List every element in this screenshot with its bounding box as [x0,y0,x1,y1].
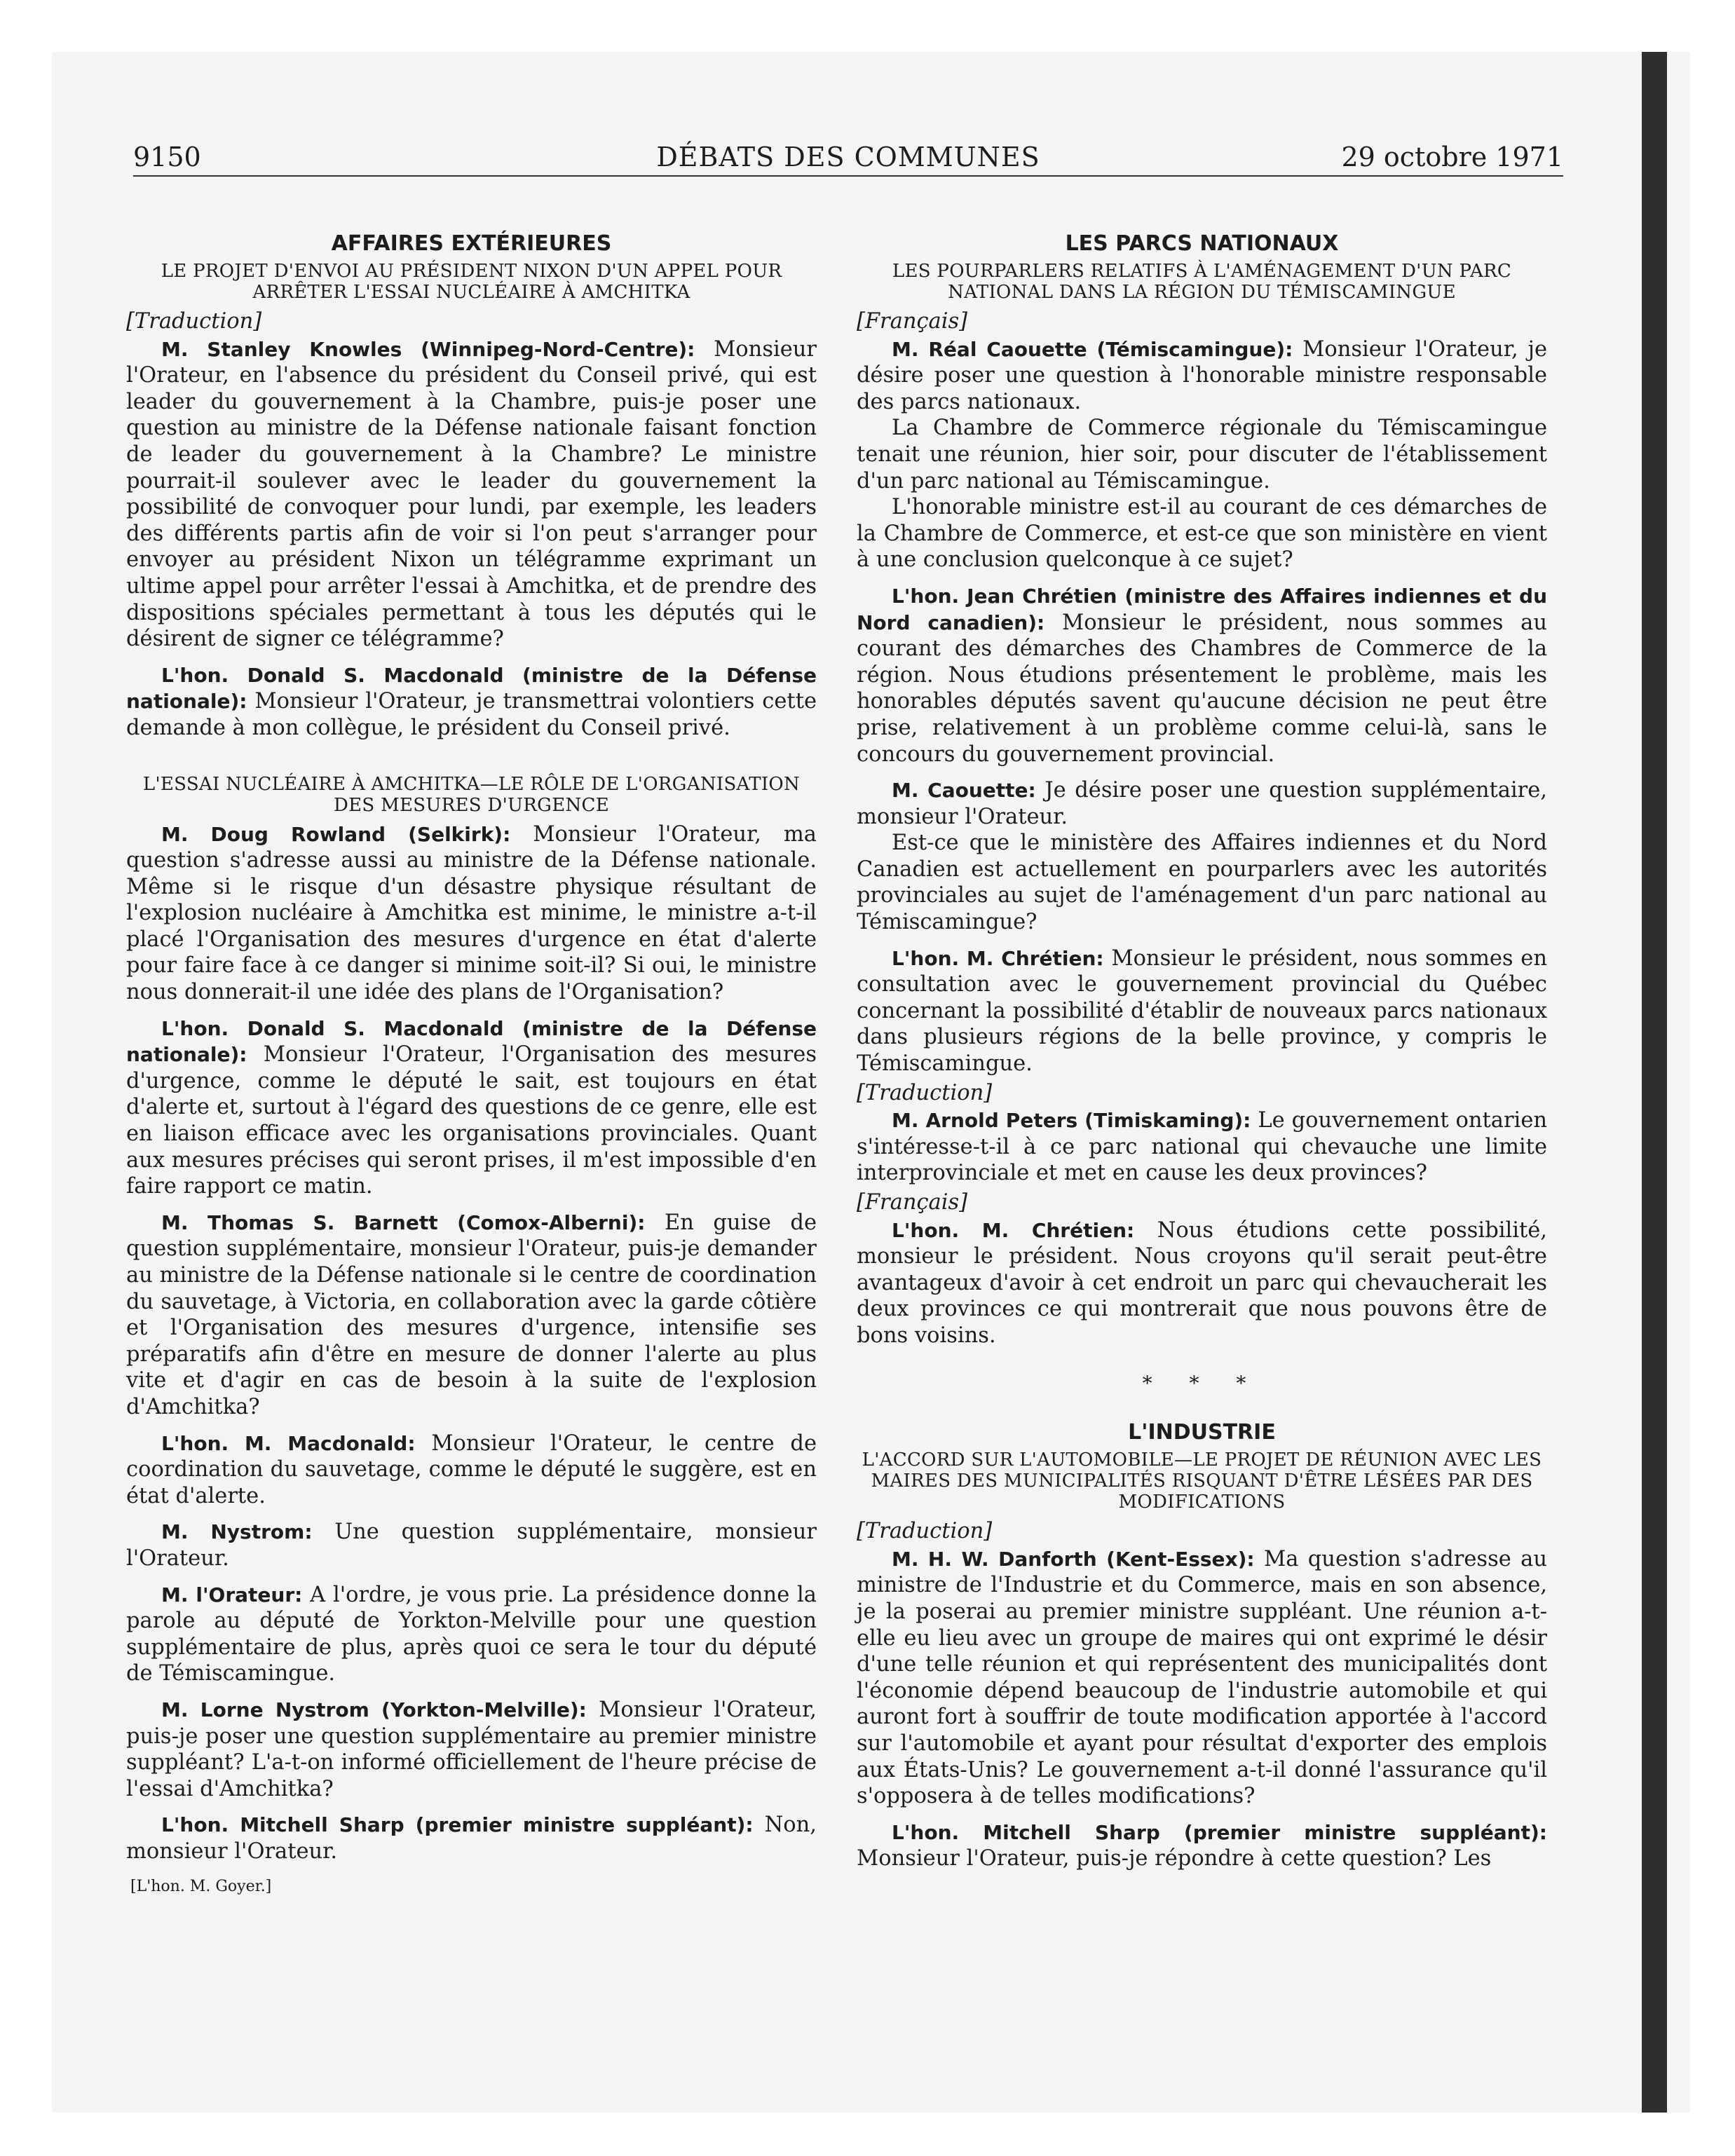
speaker-name: M. Stanley Knowles (Winnipeg-Nord-Centre): [161,337,695,361]
speaker-name: M. H. W. Danforth (Kent-Essex): [892,1547,1255,1571]
speech-text: Monsieur l'Orateur, je transmettrai volontiers cette demande à mon collègue, le président du Conseil privé. [126,689,817,740]
speech-paragraph [857,583,1547,767]
speech-paragraph [126,821,817,1006]
speaker-name: M. Thomas S. Barnett (Comox-Alberni): [161,1210,646,1234]
speech-paragraph [857,1820,1547,1872]
speech-text: Monsieur le président, nous sommes en consultation avec le gouvernement provincial du Québec concernant la possibilité d'établir de nouveaux parcs nationaux dans plusieurs régions de la belle province, y compris le Témiscamingue. [857,946,1547,1077]
section-title: AFFAIRES EXTÉRIEURES [331,231,612,256]
speech-text: Monsieur l'Orateur, l'Organisation des mesures d'urgence, comme le député le sait, est toujours en état d'alerte et, surtout à l'égard des questions de ce genre, elle est en liaison efficace avec les organisations provinciales. Quant aux mesures précises qui seront prises, il m'est impossible d'en faire rapport ce matin. [126,1042,817,1199]
speech-text: Monsieur l'Orateur, le centre de coordination du sauvetage, comme le député le suggère, est en état d'alerte. [126,1431,817,1508]
speech-text: En guise de question supplémentaire, monsieur l'Orateur, puis-je demander au ministre de la Défense nationale si le centre de coordination du sauvetage, à Victoria, en collaboration avec la garde côtière et l'Organisation des mesures d'urgence, intensifie ses préparatifs afin d'être en mesure de donner l'alerte au plus vite et d'agir en cas de besoin à la suite de l'explosion d'Amchitka? [126,1210,817,1419]
language-tag: [Traduction] [126,309,262,334]
speech-paragraph [126,1431,817,1510]
section-spacer [126,742,817,774]
speech-text: A l'ordre, je vous prie. La présidence donne la parole au député de Yorkton-Melville pour une question supplémentaire de plus, après quoi ce sera le tour du député de Témiscamingue. [126,1582,817,1686]
speaker-name: L'hon. Mitchell Sharp (premier ministre suppléant): [892,1820,1547,1844]
speech-paragraph [126,1016,817,1200]
section-title: L'INDUSTRIE [1128,1420,1276,1445]
speech-text: Non, monsieur l'Orateur. [126,1813,817,1864]
speaker-name: L'hon. Mitchell Sharp (premier ministre suppléant): [161,1813,754,1837]
speech-text: Monsieur l'Orateur, puis-je poser une question supplémentaire au premier ministre suppléant? L'a-t-on informé officiellement de l'heure précise de l'essai d'Amchitka? [126,1697,817,1801]
speech-text: Ma question s'adresse au ministre de l'Industrie et du Commerce, mais en son absence, je la poserai au premier ministre suppléant. Une réunion a-t-elle eu lieu avec un groupe de maires qui ont exprimé le désir d'une telle réunion et qui représentent des municipalités dont l'économie dépend beaucoup de l'industrie automobile et qui auront fort à souffrir de toute modification apportée à l'accord sur l'automobile et ayant pour résultat d'exporter des emplois aux États-Unis? Le gouvernement a-t-il donné l'assurance qu'il s'opposera à de telles modifications? [857,1546,1547,1809]
speech-paragraph [126,1519,817,1571]
speech-paragraph [857,946,1547,1077]
section-subtitle: LES POURPARLERS RELATIFS À L'AMÉNAGEMENT D'UN PARC NATIONAL DANS LA RÉGION DU TÉMISCAMINGUE [892,261,1512,303]
speaker-name: L'hon. M. Chrétien: [892,946,1104,970]
speech-text: Monsieur le président, nous sommes au courant des démarches des Chambres de Commerce de la région. Nous étudions présentement le problème, mais les honorables députés savent qu'aucune décision ne peut être prise, relativement à un problème comme celui-là, sans le concours du gouvernement provincial. [857,610,1547,767]
speech-paragraph: L'honorable ministre est-il au courant de ces démarches de la Chambre de Commerce, et est-ce que son ministère en vient à une conclusion quelconque à ce sujet? [857,495,1547,573]
speech-paragraph [857,777,1547,830]
page-title: DÉBATS DES COMMUNES [656,142,1040,172]
language-tag: [Français] [857,1190,968,1215]
right-column [857,231,1547,1872]
speaker-name: M. Réal Caouette (Témiscamingue): [892,337,1293,361]
left-column [126,231,817,1897]
speaker-name: M. l'Orateur: [161,1583,303,1606]
section-subtitle: L'ESSAI NUCLÉAIRE À AMCHITKA—LE RÔLE DE L'ORGANISATION DES MESURES D'URGENCE [142,773,801,816]
binding-edge [1642,52,1667,2113]
speech-text: Nous étudions cette possibilité, monsieur le président. Nous croyons qu'il serait peut-être avantageux d'avoir à cet endroit un parc qui chevaucherait les deux provinces ce qui montrerait que nous pouvons être de bons voisins. [857,1217,1547,1348]
speech-paragraph [857,1546,1547,1810]
section-title: LES PARCS NATIONAUX [1065,231,1339,256]
speaker-name: M. Arnold Peters (Timiskaming): [892,1109,1251,1133]
language-tag: [Traduction] [857,1519,993,1544]
speech-paragraph: La Chambre de Commerce régionale du Témiscamingue tenait une réunion, hier soir, pour discuter de l'établissement d'un parc national au Témiscamingue. [857,416,1547,493]
language-tag: [Français] [857,309,968,334]
speech-paragraph [857,1107,1547,1187]
speech-text: Monsieur l'Orateur, puis-je répondre à cette question? Les [857,1846,1492,1871]
speaker-name: M. Caouette: [892,779,1036,803]
speech-text: Monsieur l'Orateur, je désire poser une question à l'honorable ministre responsable des parcs nationaux. [857,336,1547,414]
speech-paragraph: Est-ce que le ministère des Affaires indiennes et du Nord Canadien est actuellement en pourparlers avec les autorités provinciales au sujet de l'aménagement d'un parc national au Témiscamingue? [857,831,1547,935]
speaker-name: L'hon. Donald S. Macdonald (ministre de la Défense nationale): [126,1016,817,1067]
speaker-name: L'hon. Jean Chrétien (ministre des Affaires indiennes et du Nord canadien): [857,584,1547,634]
speech-text: Monsieur l'Orateur, ma question s'adresse aussi au ministre de la Défense nationale. Même si le risque d'un désastre physique résultant de l'explosion nucléaire à Amchitka est minime, le ministre a-t-il placé l'Organisation des mesures d'urgence en état d'alerte pour faire face à ce danger si minime soit-il? Si oui, le ministre nous donnerait-il une idée des plans de l'Organisation? [126,821,817,1005]
speech-paragraph [857,1217,1547,1349]
section-separator: * * * [1142,1371,1262,1395]
speaker-name: M. Doug Rowland (Selkirk): [161,822,511,846]
section-subtitle: LE PROJET D'ENVOI AU PRÉSIDENT NIXON D'UN APPEL POUR ARRÊTER L'ESSAI NUCLÉAIRE À AMCHITKA [161,261,782,303]
speaker-name: M. Nystrom: [161,1520,313,1544]
speaker-name: L'hon. M. Chrétien: [892,1218,1135,1242]
speech-paragraph [126,336,817,653]
section-subtitle: L'ACCORD SUR L'AUTOMOBILE—LE PROJET DE RÉUNION AVEC LES MAIRES DES MUNICIPALITÉS RISQUANT D'ÊTRE LÉSÉES PAR DES MODIFICATIONS [862,1449,1542,1513]
speech-paragraph [126,1210,817,1421]
footnote: [L'hon. M. Goyer.] [130,1878,272,1896]
page-header [133,140,1563,177]
page-number: 9150 [133,142,201,172]
page-date: 29 octobre 1971 [1341,142,1563,172]
speaker-name: L'hon. Donald S. Macdonald (ministre de la Défense nationale): [126,663,817,714]
speech-paragraph [126,1697,817,1802]
speech-text: Une question supplémentaire, monsieur l'Orateur. [126,1520,817,1571]
speech-paragraph [126,1582,817,1687]
speech-text: Le gouvernement ontarien s'intéresse-t-il à ce parc national qui chevauche une limite interprovinciale et met en cause les deux provinces? [857,1108,1548,1186]
speech-paragraph [126,662,817,742]
speech-text: Je désire poser une question supplémentaire, monsieur l'Orateur. [857,778,1547,829]
speaker-name: L'hon. M. Macdonald: [161,1431,416,1455]
speech-paragraph [857,336,1547,416]
speech-paragraph [126,1812,817,1864]
speech-text: Monsieur l'Orateur, en l'absence du président du Conseil privé, qui est leader du gouvernement à la Chambre, puis-je poser une question au ministre de la Défense nationale faisant fonction de leader du gouvernement à la Chambre? Le ministre pourrait-il soulever avec le leader du gouvernement la possibilité de convoquer pour lundi, par exemple, les leaders des différents partis afin de voir si l'on peut s'arranger pour envoyer au président Nixon un télégramme exprimant un ultime appel pour arrêter l'essai à Amchitka, et de prendre des dispositions spéciales permettant à tous les députés qui le désirent de signer ce télégramme? [126,336,817,652]
speaker-name: M. Lorne Nystrom (Yorkton-Melville): [161,1698,587,1721]
language-tag: [Traduction] [857,1080,993,1105]
